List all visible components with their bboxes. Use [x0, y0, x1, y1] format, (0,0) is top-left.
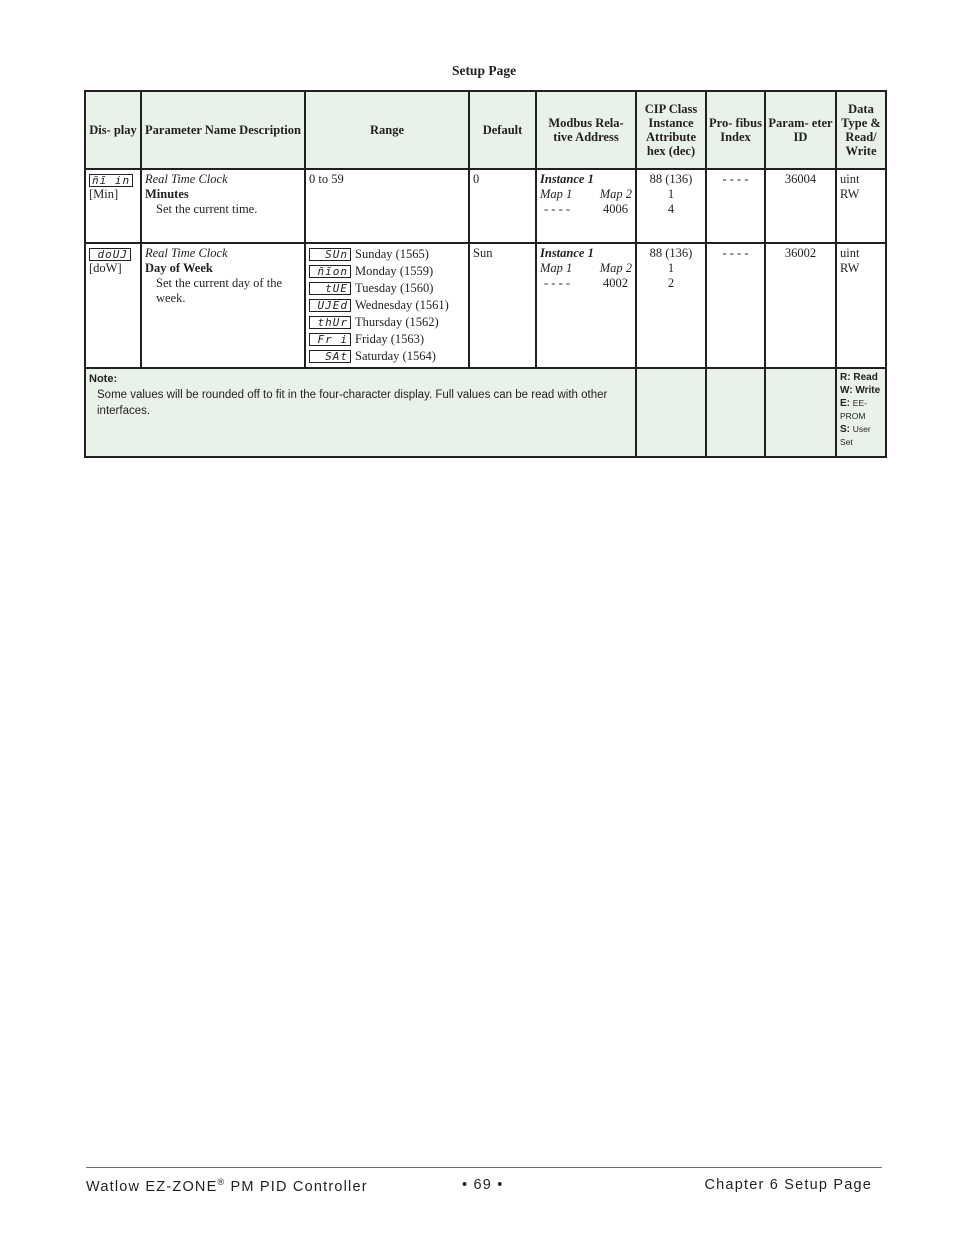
lcd-display: ñī in — [89, 174, 133, 187]
range-label: Tuesday (1560) — [355, 281, 434, 295]
footer-chapter: Chapter 6 Setup Page — [704, 1177, 872, 1193]
lcd-display: Fr i — [309, 333, 351, 346]
display-code: [doW] — [89, 261, 122, 275]
parameter-cell — [141, 243, 305, 368]
registered-mark: ® — [217, 1177, 226, 1187]
display-cell — [85, 243, 141, 368]
data-type: uint — [840, 246, 860, 260]
data-type-cell — [836, 169, 886, 243]
header-display: Dis- play — [85, 91, 141, 169]
parameter-cell — [141, 169, 305, 243]
map1-address: - - - - — [544, 276, 571, 290]
note-row — [85, 368, 886, 457]
header-cip: CIP Class Instance Attribute hex (dec) — [636, 91, 706, 169]
legend-w-value: Write — [855, 385, 881, 396]
legend-e-value: EE- PROM — [840, 398, 867, 421]
data-type-cell — [836, 243, 886, 368]
map1-label: Map 1 — [540, 187, 573, 201]
param-id-cell: 36002 — [765, 243, 836, 368]
lcd-display: UJEd — [309, 299, 351, 312]
display-code: [Min] — [89, 187, 119, 201]
footer-product-name: Watlow EZ-ZONE — [86, 1178, 218, 1195]
parameter-category: Real Time Clock — [145, 172, 228, 186]
range-label: Thursday (1562) — [355, 315, 439, 329]
lcd-display: doUJ — [89, 248, 131, 261]
range-option-saturday — [309, 348, 465, 365]
legend-e-key: E: — [840, 398, 850, 409]
range-option-friday — [309, 331, 465, 348]
footer-product — [86, 1177, 368, 1195]
read-write: RW — [840, 261, 860, 275]
note-cell — [85, 368, 636, 457]
empty-cell — [765, 368, 836, 457]
parameter-name: Day of Week — [145, 261, 213, 275]
range-label: Monday (1559) — [355, 264, 434, 278]
data-type: uint — [840, 172, 860, 186]
range-label: Saturday (1564) — [355, 349, 436, 363]
range-label: Sunday (1565) — [355, 247, 429, 261]
range-option-thursday — [309, 314, 465, 331]
header-data-type: Data Type & Read/ Write — [836, 91, 886, 169]
parameter-name: Minutes — [145, 187, 189, 201]
table-row-day-of-week — [85, 243, 886, 368]
header-parameter: Parameter Name Description — [141, 91, 305, 169]
map2-address: 4002 — [603, 276, 628, 290]
header-modbus: Modbus Rela- tive Address — [536, 91, 636, 169]
page-title: Setup Page — [451, 63, 517, 78]
note-title: Note: — [89, 373, 118, 385]
footer-product-suffix: PM PID Controller — [225, 1178, 368, 1195]
range-cell: 0 to 59 — [305, 169, 469, 243]
cip-attribute: 4 — [667, 202, 675, 216]
legend-s-key: S: — [840, 424, 850, 435]
parameter-category: Real Time Clock — [145, 246, 228, 260]
cip-class: 88 (136) — [649, 172, 693, 186]
lcd-display: SUn — [309, 248, 351, 261]
modbus-instance: Instance 1 — [540, 246, 594, 260]
header-range: Range — [305, 91, 469, 169]
lcd-display: SAt — [309, 350, 351, 363]
read-write: RW — [840, 187, 860, 201]
modbus-cell — [536, 243, 636, 368]
range-option-sunday — [309, 246, 465, 263]
lcd-display: ñīon — [309, 265, 351, 278]
profibus-cell: - - - - — [706, 243, 765, 368]
param-id-cell: 36004 — [765, 169, 836, 243]
range-label: Friday (1563) — [355, 332, 425, 346]
range-option-monday — [309, 263, 465, 280]
legend-r-key: R: — [840, 372, 851, 383]
footer-divider — [86, 1167, 882, 1168]
legend-r-value: Read — [853, 372, 878, 383]
parameter-table — [84, 90, 887, 458]
map2-label: Map 2 — [599, 187, 632, 201]
header-param-id: Param- eter ID — [765, 91, 836, 169]
cip-instance: 1 — [667, 261, 675, 275]
note-body: Some values will be rounded off to fit in the four-character display. Full values can be read with other interfaces. — [97, 389, 608, 417]
display-cell — [85, 169, 141, 243]
cip-cell — [636, 243, 706, 368]
page-number: • 69 • — [462, 1177, 504, 1193]
header-profibus: Pro- fibus Index — [706, 91, 765, 169]
legend-s-value: User Set — [840, 424, 871, 447]
profibus-cell: - - - - — [706, 169, 765, 243]
modbus-instance: Instance 1 — [540, 172, 594, 186]
cip-class: 88 (136) — [649, 246, 693, 260]
cip-instance: 1 — [667, 187, 675, 201]
header-row — [85, 91, 886, 169]
cip-attribute: 2 — [667, 276, 675, 290]
range-option-tuesday — [309, 280, 465, 297]
legend-cell — [836, 368, 886, 457]
empty-cell — [706, 368, 765, 457]
lcd-display: thUr — [309, 316, 351, 329]
map1-label: Map 1 — [540, 261, 573, 275]
table-row-minutes — [85, 169, 886, 243]
header-default: Default — [469, 91, 536, 169]
empty-cell — [636, 368, 706, 457]
cip-cell — [636, 169, 706, 243]
default-cell: 0 — [469, 169, 536, 243]
parameter-description: Set the current time. — [156, 202, 258, 216]
range-option-wednesday — [309, 297, 465, 314]
modbus-cell — [536, 169, 636, 243]
default-cell: Sun — [469, 243, 536, 368]
legend-w-key: W: — [840, 385, 853, 396]
range-cell — [305, 243, 469, 368]
lcd-display: tUE — [309, 282, 351, 295]
range-label: Wednesday (1561) — [355, 298, 449, 312]
parameter-description: Set the current day of the week. — [156, 276, 282, 305]
map2-label: Map 2 — [599, 261, 632, 275]
map1-address: - - - - — [544, 202, 571, 216]
map2-address: 4006 — [603, 202, 628, 216]
